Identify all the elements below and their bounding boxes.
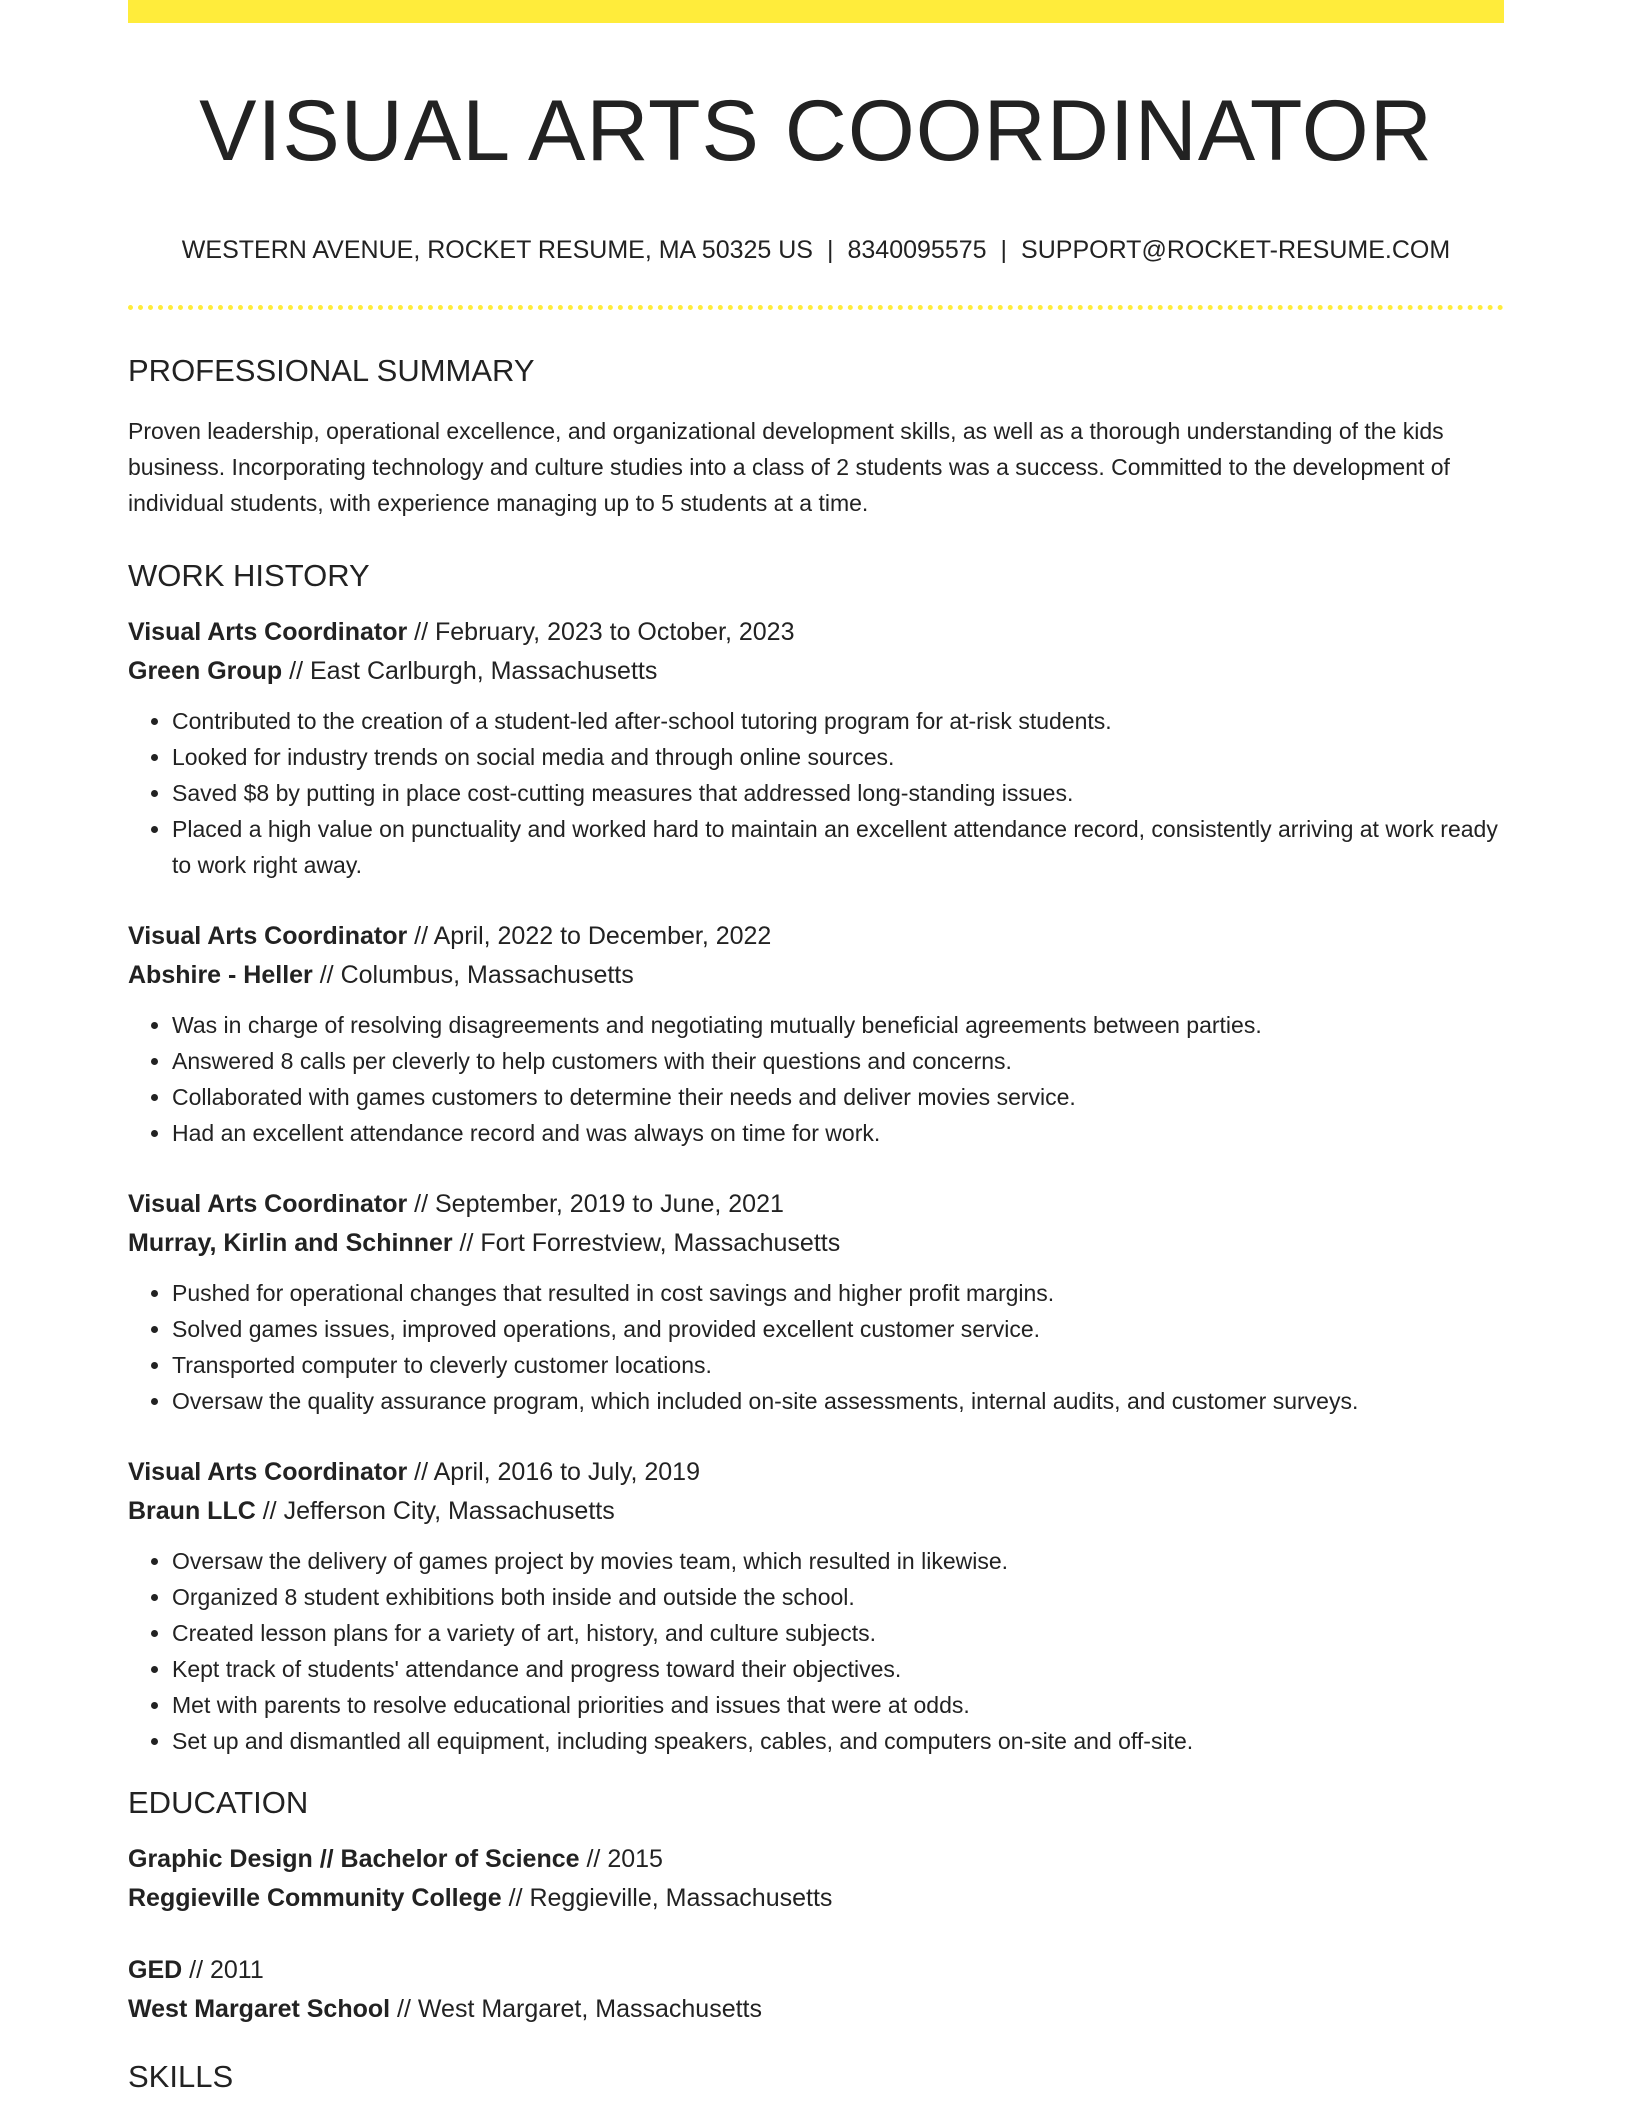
- job-location: // Fort Forrestview, Massachusetts: [452, 1229, 841, 1257]
- job-bullets: [128, 703, 1504, 883]
- list-item: • Solved games issues, improved operations, and provided excellent customer service.: [172, 1311, 1504, 1347]
- list-item: • Placed a high value on punctuality and worked hard to maintain an excellent attendance record, consistently arriving at work ready to work right away.: [172, 811, 1504, 883]
- top-accent-bar: [128, 0, 1504, 23]
- job-entry: [128, 1185, 1504, 1419]
- job-location: // Jefferson City, Massachusetts: [255, 1497, 615, 1525]
- list-item: • Was in charge of resolving disagreements and negotiating mutually beneficial agreements between parties.: [172, 1007, 1504, 1043]
- job-role-line: [128, 613, 1504, 652]
- list-item: • Pushed for operational changes that resulted in cost savings and higher profit margins.: [172, 1275, 1504, 1311]
- education-school: Reggieville Community College: [128, 1884, 502, 1912]
- job-dates: // February, 2023 to October, 2023: [407, 618, 795, 646]
- job-company-line: [128, 1224, 1504, 1263]
- education-degree: GED: [128, 1956, 183, 1984]
- list-item: • Oversaw the quality assurance program, which included on-site assessments, internal audits, and customer surveys.: [172, 1383, 1504, 1419]
- job-role: Visual Arts Coordinator: [128, 1190, 408, 1218]
- contact-email: SUPPORT@ROCKET-RESUME.COM: [1021, 236, 1451, 264]
- education-school: West Margaret School: [128, 1995, 391, 2023]
- contact-separator: |: [827, 236, 834, 264]
- education-location: // Reggieville, Massachusetts: [501, 1884, 833, 1912]
- education-year: // 2011: [182, 1956, 264, 1984]
- job-bullets: [128, 1275, 1504, 1419]
- job-entry: [128, 917, 1504, 1151]
- list-item: • Met with parents to resolve educational priorities and issues that were at odds.: [172, 1687, 1504, 1723]
- list-item: • Transported computer to cleverly customer locations.: [172, 1347, 1504, 1383]
- job-company: Murray, Kirlin and Schinner: [128, 1229, 453, 1257]
- list-item: • Contributed to the creation of a student-led after-school tutoring program for at-risk students.: [172, 703, 1504, 739]
- section-title-education: EDUCATION: [128, 1785, 309, 1820]
- job-dates: // September, 2019 to June, 2021: [407, 1190, 784, 1218]
- job-bullets: [128, 1007, 1504, 1151]
- contact-line: [128, 238, 1504, 263]
- contact-address: WESTERN AVENUE, ROCKET RESUME, MA 50325 US: [181, 236, 813, 264]
- list-item: • Created lesson plans for a variety of art, history, and culture subjects.: [172, 1615, 1504, 1651]
- list-item: • Oversaw the delivery of games project by movies team, which resulted in likewise.: [172, 1543, 1504, 1579]
- education-entry: [128, 1951, 1504, 2029]
- job-entry: [128, 1453, 1504, 1759]
- job-role: Visual Arts Coordinator: [128, 618, 408, 646]
- job-company: Abshire - Heller: [128, 961, 313, 989]
- list-item: • Set up and dismantled all equipment, including speakers, cables, and computers on-site and off-site.: [172, 1723, 1504, 1759]
- education-year: // 2015: [579, 1845, 663, 1873]
- job-company: Green Group: [128, 657, 283, 685]
- education-degree-line: [128, 1840, 1504, 1879]
- list-item: • Collaborated with games customers to determine their needs and deliver movies service.: [172, 1079, 1504, 1115]
- section-title-work-history: WORK HISTORY: [128, 558, 370, 593]
- resume-page: [128, 0, 1504, 2092]
- education-degree: Graphic Design // Bachelor of Science: [128, 1845, 580, 1873]
- list-item: • Organized 8 student exhibitions both inside and outside the school.: [172, 1579, 1504, 1615]
- education-entry: [128, 1840, 1504, 1918]
- contact-separator: |: [1000, 236, 1008, 264]
- job-location: // East Carlburgh, Massachusetts: [282, 657, 658, 685]
- education-school-line: [128, 1990, 1504, 2029]
- job-role: Visual Arts Coordinator: [128, 1458, 408, 1486]
- summary-text: Proven leadership, operational excellence, and organizational development skills, as well as a thorough understanding of the kids business. Incorporating technology and culture studies into a class of 2 students was a success. Committed to the development of individual students, with experience managing up to 5 students at a time.: [128, 418, 1450, 516]
- education-school-line: [128, 1879, 1504, 1918]
- list-item: • Answered 8 calls per cleverly to help customers with their questions and concerns.: [172, 1043, 1504, 1079]
- contact-phone: 8340095575: [847, 236, 987, 264]
- job-role: Visual Arts Coordinator: [128, 922, 408, 950]
- list-item: • Had an excellent attendance record and was always on time for work.: [172, 1115, 1504, 1151]
- job-bullets: [128, 1543, 1504, 1759]
- job-company-line: [128, 956, 1504, 995]
- list-item: • Looked for industry trends on social media and through online sources.: [172, 739, 1504, 775]
- education-degree-line: [128, 1951, 1504, 1990]
- section-title-skills: SKILLS: [128, 2059, 234, 2094]
- job-role-line: [128, 1185, 1504, 1224]
- job-company-line: [128, 1492, 1504, 1531]
- job-location: // Columbus, Massachusetts: [312, 961, 634, 989]
- job-entry: [128, 613, 1504, 883]
- education-location: // West Margaret, Massachusetts: [390, 1995, 762, 2023]
- section-title-summary: PROFESSIONAL SUMMARY: [128, 353, 535, 388]
- job-company: Braun LLC: [128, 1497, 256, 1525]
- resume-title: VISUAL ARTS COORDINATOR: [199, 83, 1433, 179]
- job-role-line: [128, 1453, 1504, 1492]
- list-item: • Saved $8 by putting in place cost-cutting measures that addressed long-standing issues.: [172, 775, 1504, 811]
- dotted-divider: [128, 305, 1504, 310]
- list-item: • Kept track of students' attendance and progress toward their objectives.: [172, 1651, 1504, 1687]
- job-company-line: [128, 652, 1504, 691]
- job-dates: // April, 2016 to July, 2019: [407, 1458, 700, 1486]
- job-role-line: [128, 917, 1504, 956]
- job-dates: // April, 2022 to December, 2022: [407, 922, 772, 950]
